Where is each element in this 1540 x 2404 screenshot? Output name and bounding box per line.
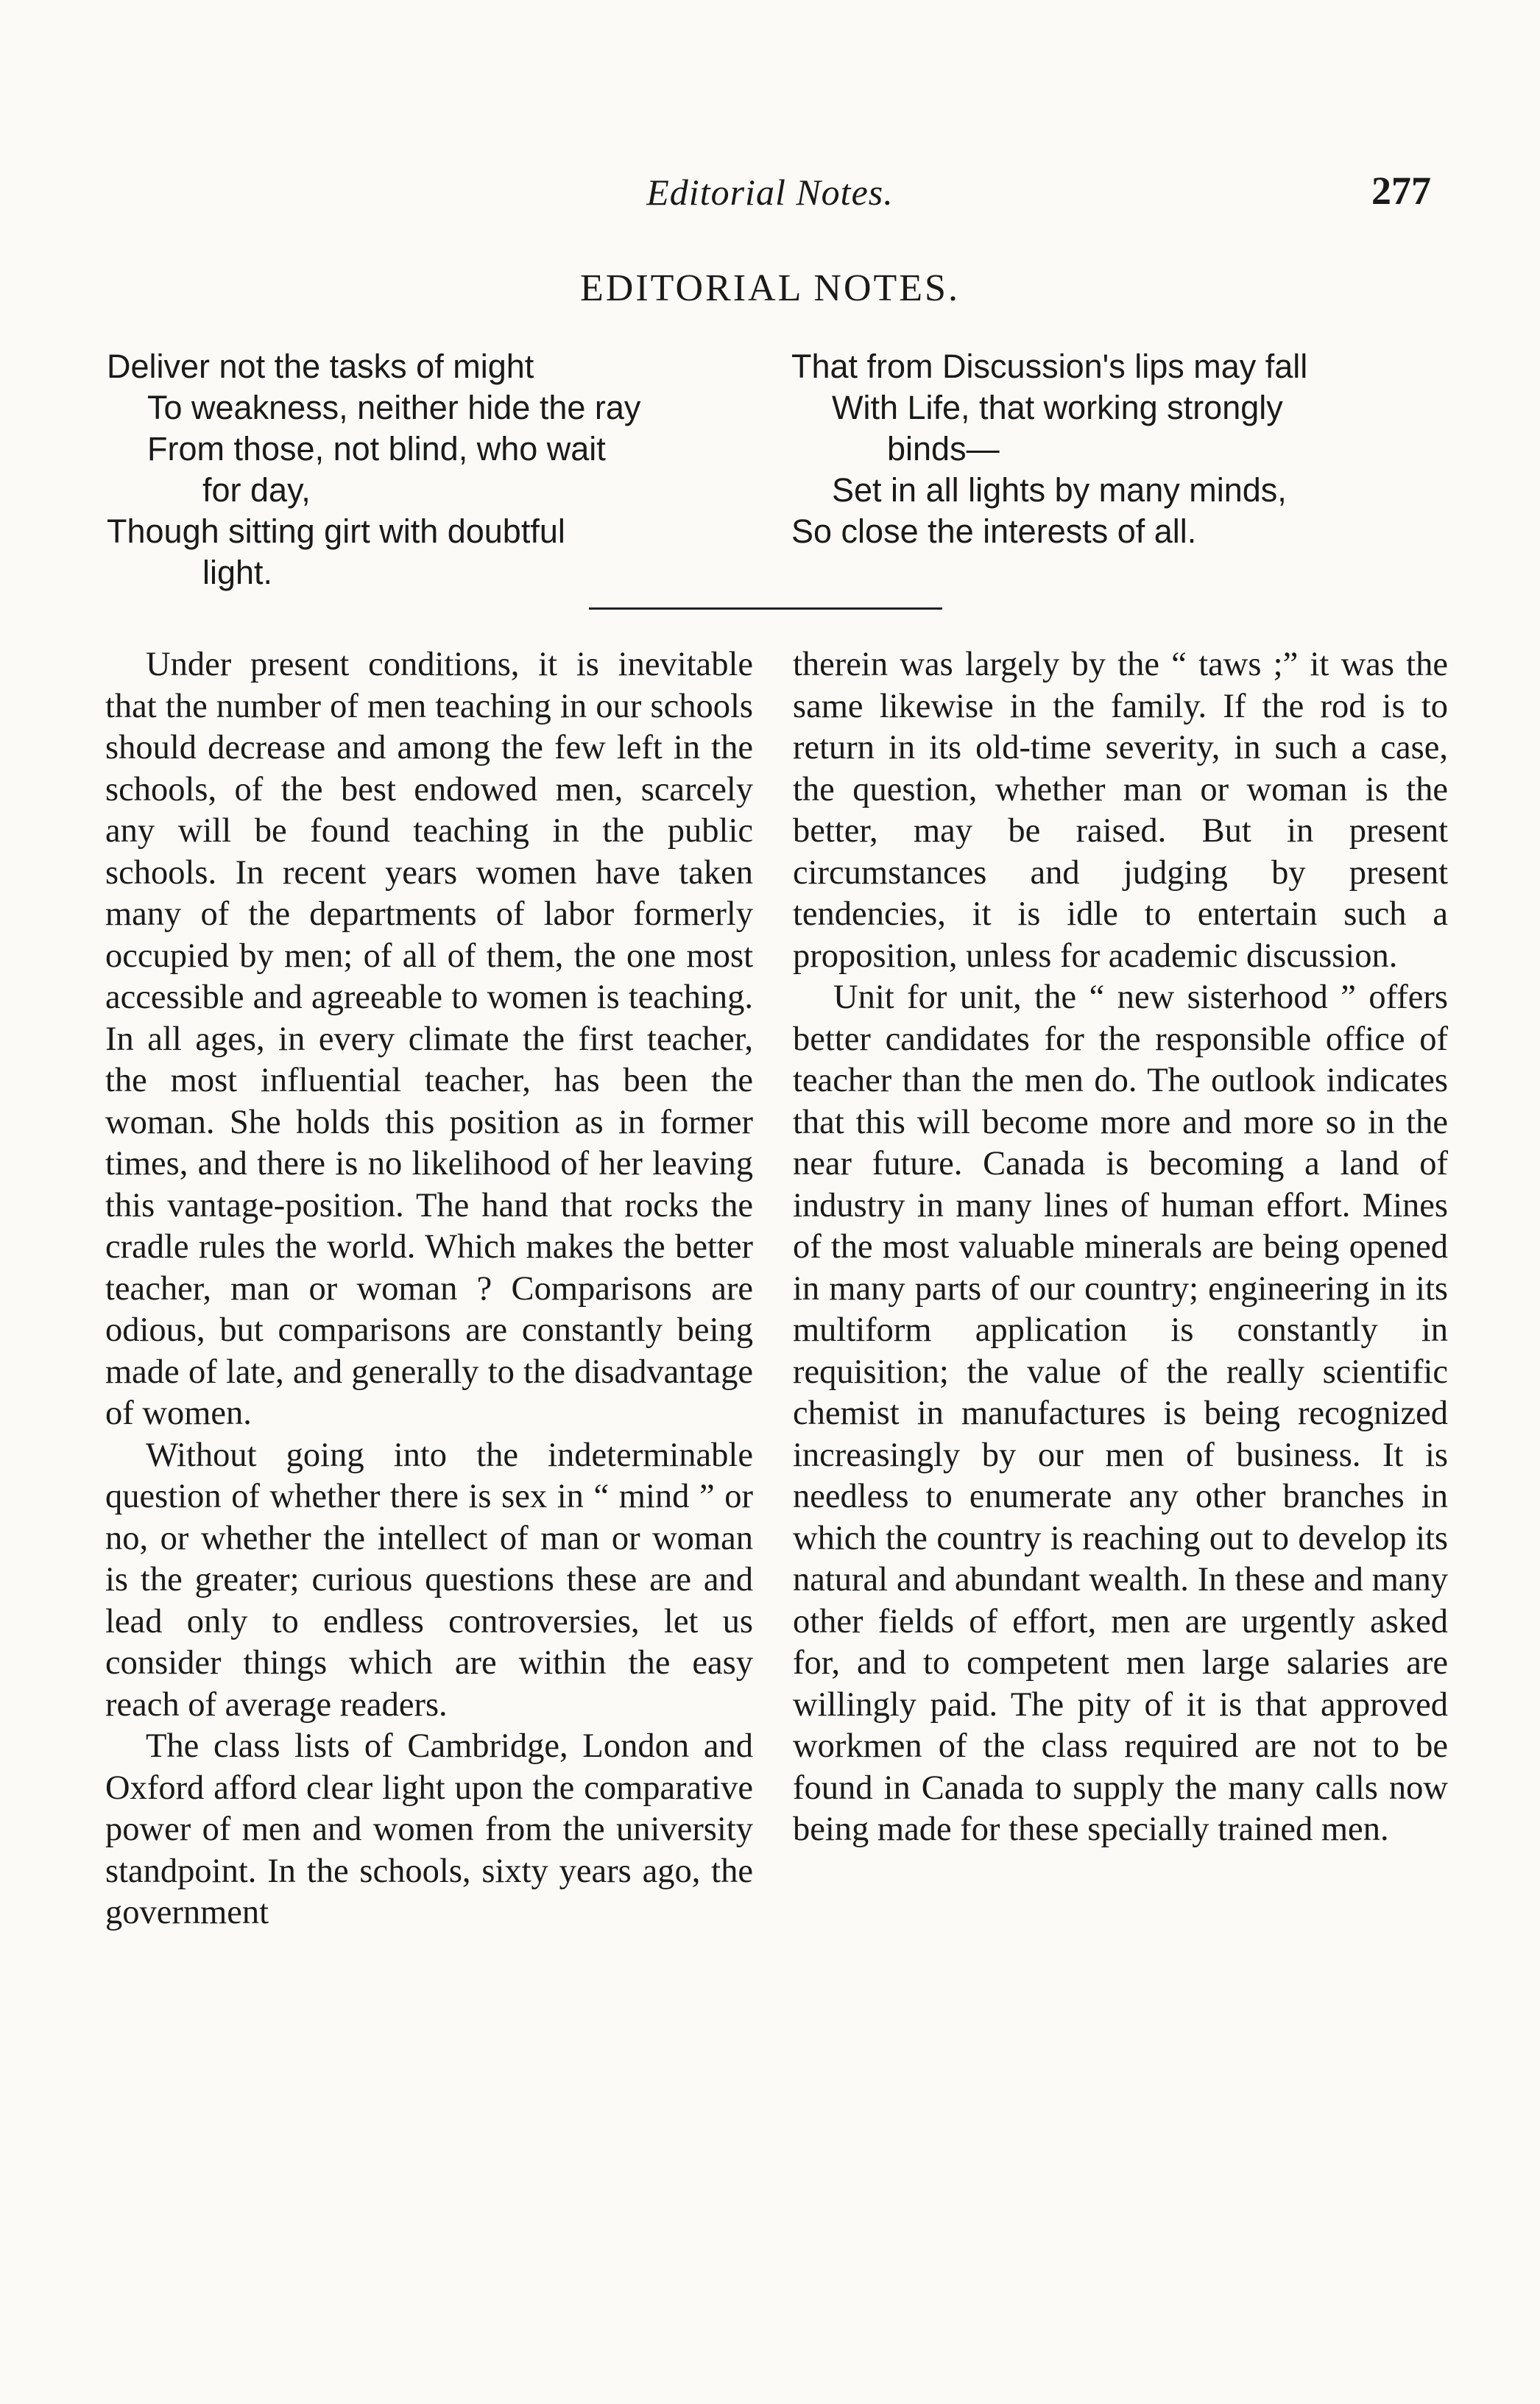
poem-line: From those, not blind, who wait bbox=[147, 430, 606, 468]
section-divider bbox=[589, 607, 942, 610]
poem-line: Set in all lights by many minds, bbox=[832, 471, 1287, 509]
body-paragraph: Under present conditions, it is inevitable that the number of men teaching in our schools should decrease and among the few left in the schools, of the best endowed men, scarcely any will be found teaching in the public schools. In recent years women have taken many of the departments of labor formerly occupied by men; of all of them, the one most accessible and agreeable to women is teaching. In all ages, in every climate the first teacher, the most influential teacher, has been the woman. She holds this position as in former times, and there is no likelihood of her leaving this vantage-position. The hand that rocks the cradle rules the world. Which makes the better teacher, man or woman ? Comparisons are odious, but comparisons are constantly being made of late, and generally to the disadvantage of women. bbox=[105, 646, 753, 1432]
left-column bbox=[105, 644, 753, 1934]
poem-line: binds— bbox=[887, 430, 1000, 468]
poem-line: That from Discussion's lips may fall bbox=[791, 348, 1308, 385]
page-number: 277 bbox=[1371, 169, 1431, 213]
poem-line: Though sitting girt with doubtful bbox=[107, 512, 565, 550]
body-paragraph: Without going into the indeterminable question of whether there is sex in “ mind ” or no, or whether the intellect of man or woman is the greater; curious questions these are and lead only to endless controversies, let us consider things which are within the easy reach of average readers. bbox=[105, 1436, 753, 1724]
right-column bbox=[793, 644, 1448, 1851]
running-title: Editorial Notes. bbox=[646, 172, 894, 213]
poem-line: With Life, that working strongly bbox=[832, 389, 1283, 426]
poem-line: So close the interests of all. bbox=[791, 512, 1197, 550]
poem-line: for day, bbox=[202, 471, 311, 509]
body-paragraph: therein was largely by the “ taws ;” it was the same likewise in the family. If the rod is to return in its old-time severity, in such a case, the question, whether man or woman is the better, may be raised. But in present circumstances and judging by present tendencies, it is idle to entertain such a proposition, unless for academic discussion. bbox=[793, 646, 1448, 975]
poem-right-stanza bbox=[791, 346, 1454, 552]
poem-line: To weakness, neither hide the ray bbox=[147, 389, 641, 426]
section-title: EDITORIAL NOTES. bbox=[580, 267, 960, 309]
poem-line: light. bbox=[202, 554, 273, 591]
body-paragraph: The class lists of Cambridge, London and Oxford afford clear light upon the comparative power of men and women from the university standpoint. In the schools, sixty years ago, the government bbox=[105, 1727, 753, 1931]
poem-line: Deliver not the tasks of might bbox=[107, 348, 534, 385]
poem-left-stanza bbox=[107, 346, 747, 593]
body-paragraph: Unit for unit, the “ new sisterhood ” offers better candidates for the responsible office of teacher than the men do. The outlook indicates that this will become more and more so in the near future. Canada is becoming a land of industry in many lines of human effort. Mines of the most valuable minerals are being opened in many parts of our country; engineering in its multiform application is constantly in requisition; the value of the really scientific chemist in manufactures is being recognized increasingly by our men of business. It is needless to enumerate any other branches in which the country is reaching out to develop its natural and abundant wealth. In these and many other fields of effort, men are urgently asked for, and to competent men large salaries are willingly paid. The pity of it is that approved workmen of the class required are not to be found in Canada to supply the many calls now being made for these specially trained men. bbox=[793, 979, 1448, 1848]
